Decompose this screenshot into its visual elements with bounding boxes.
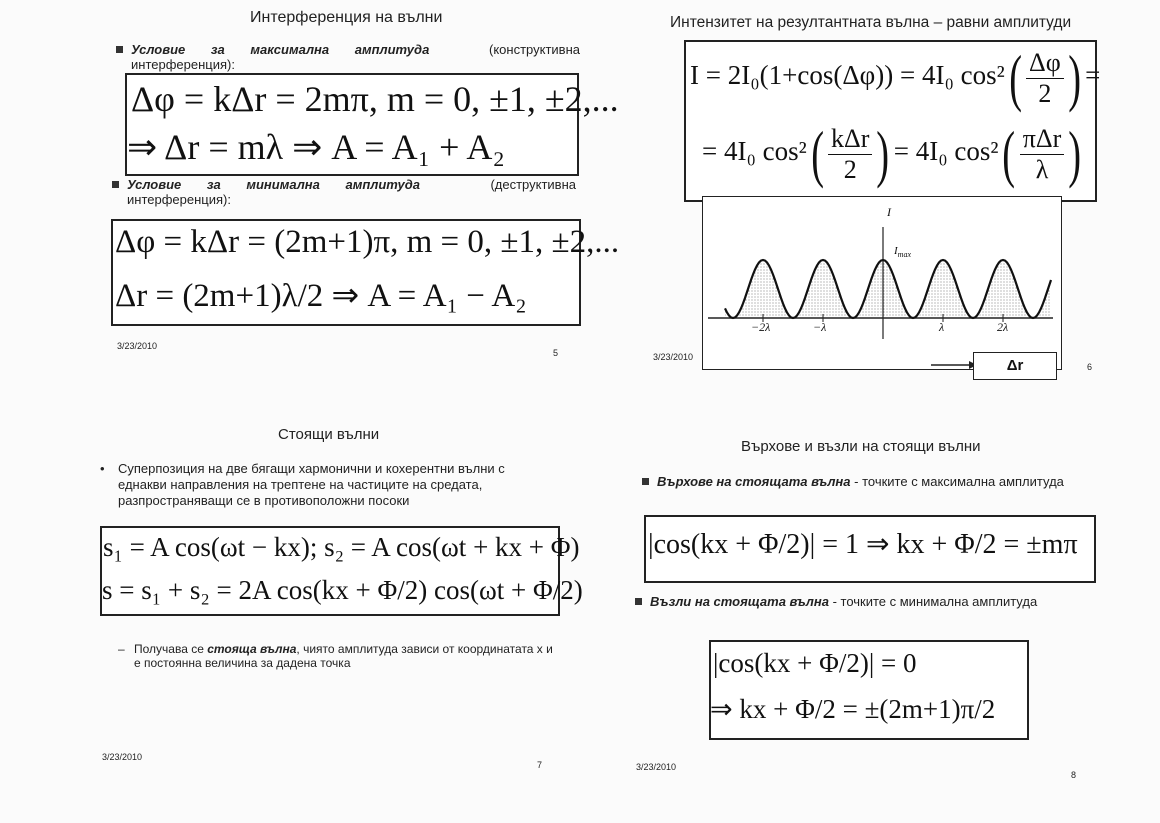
slide7-page-number: 7 xyxy=(537,760,543,770)
frac2-num: kΔr xyxy=(828,124,872,155)
slide8-nodes-bullet xyxy=(635,594,1037,609)
slide7-sub-bullet xyxy=(118,642,558,670)
intensity-eq2-mid: = 4I₀ cos² xyxy=(893,136,999,167)
frac2-den: 2 xyxy=(843,154,857,184)
intensity-eq-line2 xyxy=(702,118,1086,189)
max-label-sub: max xyxy=(897,250,911,260)
standing-wave-desc: Суперпозиция на две бягащи хармонични и кохерентни вълни с еднакви направления на трептене на частиците на средата, разпространяващи се в противоположни посоки xyxy=(118,461,505,508)
frac1-num: Δφ xyxy=(1026,48,1064,79)
eq-min-line1: Δφ = kΔr = (2m+1)π, m = 0, ±1, ±2,... xyxy=(115,224,620,260)
tick-label-2lambda: 2λ xyxy=(997,320,1009,334)
sub-post: , чиято амплитуда зависи от координатата x и е постоянна величина за дадена точка xyxy=(134,642,553,670)
cond-max-label: Условие за максимална амплитуда xyxy=(131,42,430,57)
paren-open-icon: ( xyxy=(1008,42,1022,113)
intensity-eq-line1 xyxy=(690,42,1101,113)
paren-close-icon: ) xyxy=(1068,118,1082,189)
frac1-den: 2 xyxy=(1038,78,1052,108)
slide7-bullet xyxy=(100,461,540,509)
eq-min-line2: Δr = (2m+1)λ/2 ⇒ A = A₁ − A₂ xyxy=(115,278,527,314)
slide6-date: 3/23/2010 xyxy=(653,352,694,362)
bullet-dot-icon: • xyxy=(100,461,105,476)
sub-em: стояща вълна xyxy=(207,642,297,656)
graph-y-label: I xyxy=(887,205,891,219)
nodes-rest: - точките с минимална амплитуда xyxy=(828,594,1038,609)
slide7-title: Стоящи вълни xyxy=(278,426,380,443)
slide6-page-number: 6 xyxy=(1087,362,1093,372)
paren-close-icon: ) xyxy=(1068,42,1081,113)
slide5-date: 3/23/2010 xyxy=(117,341,158,351)
tick-label-lambda: λ xyxy=(939,320,945,334)
cond-min-label: Условие за минимална амплитуда xyxy=(127,177,421,192)
slide6-title: Интензитет на резултантната вълна – равни амплитуди xyxy=(670,14,1072,31)
node-eq-line1: |cos(kx + Φ/2)| = 0 xyxy=(713,648,917,678)
eq-max-line1: Δφ = kΔr = 2mπ, m = 0, ±1, ±2,... xyxy=(131,79,619,119)
intensity-frac2 xyxy=(828,124,872,185)
slide5-page-number: 5 xyxy=(553,348,559,358)
delta-r-label-box xyxy=(973,352,1057,380)
sub-bullet-text xyxy=(118,642,558,670)
slide8-date: 3/23/2010 xyxy=(636,762,677,772)
slide8-title: Върхове и възли на стоящи вълни xyxy=(741,438,981,455)
paren-open-icon: ( xyxy=(1002,118,1016,189)
dash-icon: – xyxy=(118,642,125,656)
slide5-cond-max xyxy=(116,42,580,72)
slide8-page-number: 8 xyxy=(1071,770,1077,780)
cond-max-suffix: (конструктивна xyxy=(489,42,580,57)
frac3-num: πΔr xyxy=(1020,124,1065,155)
slide5-cond-min xyxy=(112,177,576,207)
sub-pre: Получава се xyxy=(134,642,208,656)
delta-r-label: Δr xyxy=(1006,357,1024,374)
paren-open-icon: ( xyxy=(810,118,824,189)
cond-min-suffix: (деструктивна xyxy=(490,177,576,192)
cond-min-line2: интерференция): xyxy=(127,192,231,207)
peaks-em: Върхове на стоящата вълна xyxy=(657,474,851,489)
bullet-square-icon xyxy=(642,478,649,485)
nodes-em: Възли на стоящата вълна xyxy=(650,594,829,609)
tick-label-minus-2lambda: −2λ xyxy=(751,320,771,334)
slide8-peaks-bullet xyxy=(642,474,1064,489)
peaks-rest: - точките с максимална амплитуда xyxy=(850,474,1064,489)
frac3-den: λ xyxy=(1035,154,1049,184)
paren-close-icon: ) xyxy=(876,118,890,189)
node-eq-line2: ⇒ kx + Φ/2 = ±(2m+1)π/2 xyxy=(710,694,996,724)
intensity-eq2-left: = 4I₀ cos² xyxy=(702,136,807,167)
peak-equation: |cos(kx + Φ/2)| = 1 ⇒ kx + Φ/2 = ±mπ xyxy=(648,529,1078,560)
tick-label-minus-lambda: −λ xyxy=(813,320,827,334)
intensity-eq1-left: I = 2I₀(1+cos(Δφ)) = 4I₀ cos² xyxy=(690,60,1005,91)
intensity-frac1 xyxy=(1026,48,1064,109)
intensity-graph xyxy=(702,196,1062,370)
slide7-date: 3/23/2010 xyxy=(102,752,143,762)
cond-max-line2: интерференция): xyxy=(131,57,235,72)
standing-eq-line1: s₁ = A cos(ωt − kx); s₂ = A cos(ωt + kx + Φ) xyxy=(103,532,580,562)
eq-max-line2: ⇒ Δr = mλ ⇒ A = A₁ + A₂ xyxy=(127,127,505,167)
intensity-curve-fill xyxy=(725,260,1051,318)
bullet-square-icon xyxy=(112,181,119,188)
max-label-main: I xyxy=(894,245,898,257)
slide5-title: Интерференция на вълни xyxy=(250,9,443,26)
standing-eq-line2: s = s₁ + s₂ = 2A cos(kx + Φ/2) cos(ωt + Φ/2) xyxy=(102,575,583,605)
intensity-eq1-end: = xyxy=(1085,60,1101,91)
bullet-square-icon xyxy=(116,46,123,53)
bullet-square-icon xyxy=(635,598,642,605)
graph-max-label xyxy=(894,245,911,259)
intensity-graph-svg xyxy=(703,197,1061,369)
intensity-frac3 xyxy=(1020,124,1065,185)
